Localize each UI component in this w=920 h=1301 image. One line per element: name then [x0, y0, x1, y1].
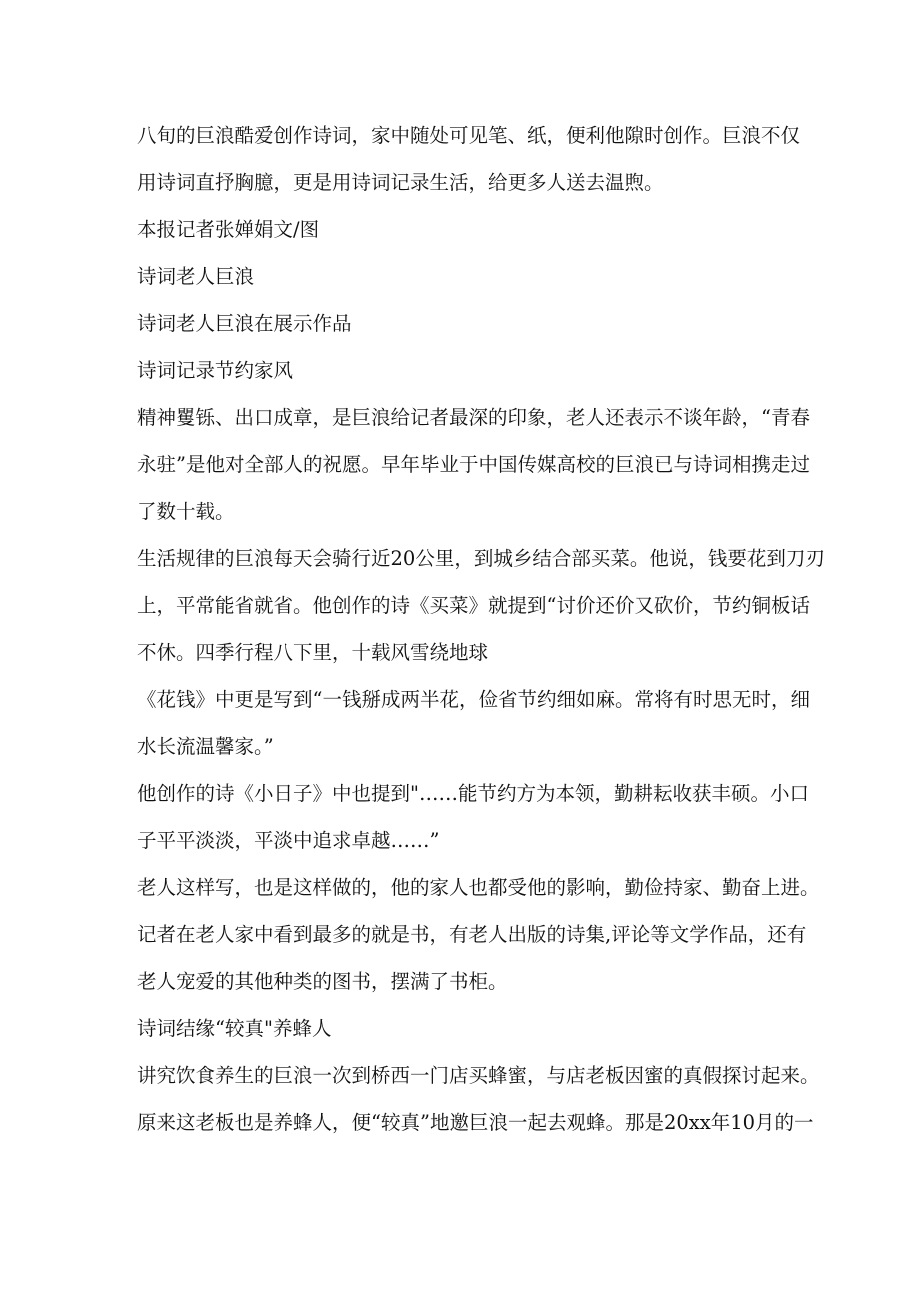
text-line: 本报记者张婵娟文/图 [137, 218, 320, 241]
text-line: 上，平常能省就省。他创作的诗《买菜》就提到“讨价还价又砍价，节约铜板话 [137, 594, 810, 617]
body-paragraph [137, 394, 810, 535]
text-line: 原来这老板也是养蜂人，便“较真”地邀巨浪一起去观蜂。那是20xx年10月的一 [137, 1111, 814, 1134]
text-line: 讲究饮食养生的巨浪一次到桥西一门店买蜂蜜，与店老板因蜜的真假探讨起来。 [137, 1064, 820, 1087]
text-line: 子平平淡淡，平淡中追求卓越……” [137, 829, 440, 852]
text-line: 《花钱》中更是写到“一钱掰成两半花，俭省节约细如麻。常将有时思无时，细 [137, 688, 810, 711]
text-line: 诗词老人巨浪 [137, 265, 255, 288]
text-line: 他创作的诗《小日子》中也提到"……能节约方为本领，勤耕耘收获丰硕。小口 [137, 782, 809, 805]
text-line: 用诗词直抒胸臆，更是用诗词记录生活，给更多人送去温煦。 [137, 171, 664, 194]
text-line: 水长流温馨家。” [137, 735, 274, 758]
text-line: 老人宠爱的其他种类的图书，摆满了书柜。 [137, 970, 508, 993]
text-line: 老人这样写，也是这样做的，他的家人也都受他的影响，勤俭持家、勤奋上进。 [137, 876, 820, 899]
body-paragraph [137, 770, 809, 864]
text-line: 精神矍铄、出口成章，是巨浪给记者最深的印象，老人还表示不谈年龄，“青春 [137, 406, 810, 429]
body-paragraph [137, 535, 825, 676]
byline [137, 206, 787, 253]
text-line: 永驻”是他对全部人的祝愿。早年毕业于中国传媒高校的巨浪已与诗词相携走过 [137, 453, 810, 476]
text-line: 八旬的巨浪酷爱创作诗词，家中随处可见笔、纸，便利他隙时创作。巨浪不仅 [137, 124, 801, 147]
body-paragraph [137, 1052, 820, 1146]
text-line: 不休。四季行程八下里，十载风雪绕地球 [137, 641, 489, 664]
text-line: 诗词老人巨浪在展示作品 [137, 312, 352, 335]
body-paragraph [137, 864, 820, 1005]
text-line: 记者在老人家中看到最多的就是书，有老人出版的诗集,评论等文学作品，还有 [137, 923, 807, 946]
text-line: 生活规律的巨浪每天会骑行近20公里，到城乡结合部买菜。他说，钱要花到刀刃 [137, 547, 825, 570]
text-line: 了数十载。 [137, 500, 235, 523]
photo-caption [137, 253, 787, 300]
paragraph-intro [137, 112, 801, 206]
photo-caption [137, 300, 787, 347]
section-heading [137, 347, 787, 394]
body-paragraph [137, 676, 810, 770]
text-line: 诗词记录节约家风 [137, 359, 294, 382]
text-line: 诗词结缘“较真"养蜂人 [137, 1017, 332, 1040]
section-heading [137, 1005, 787, 1052]
